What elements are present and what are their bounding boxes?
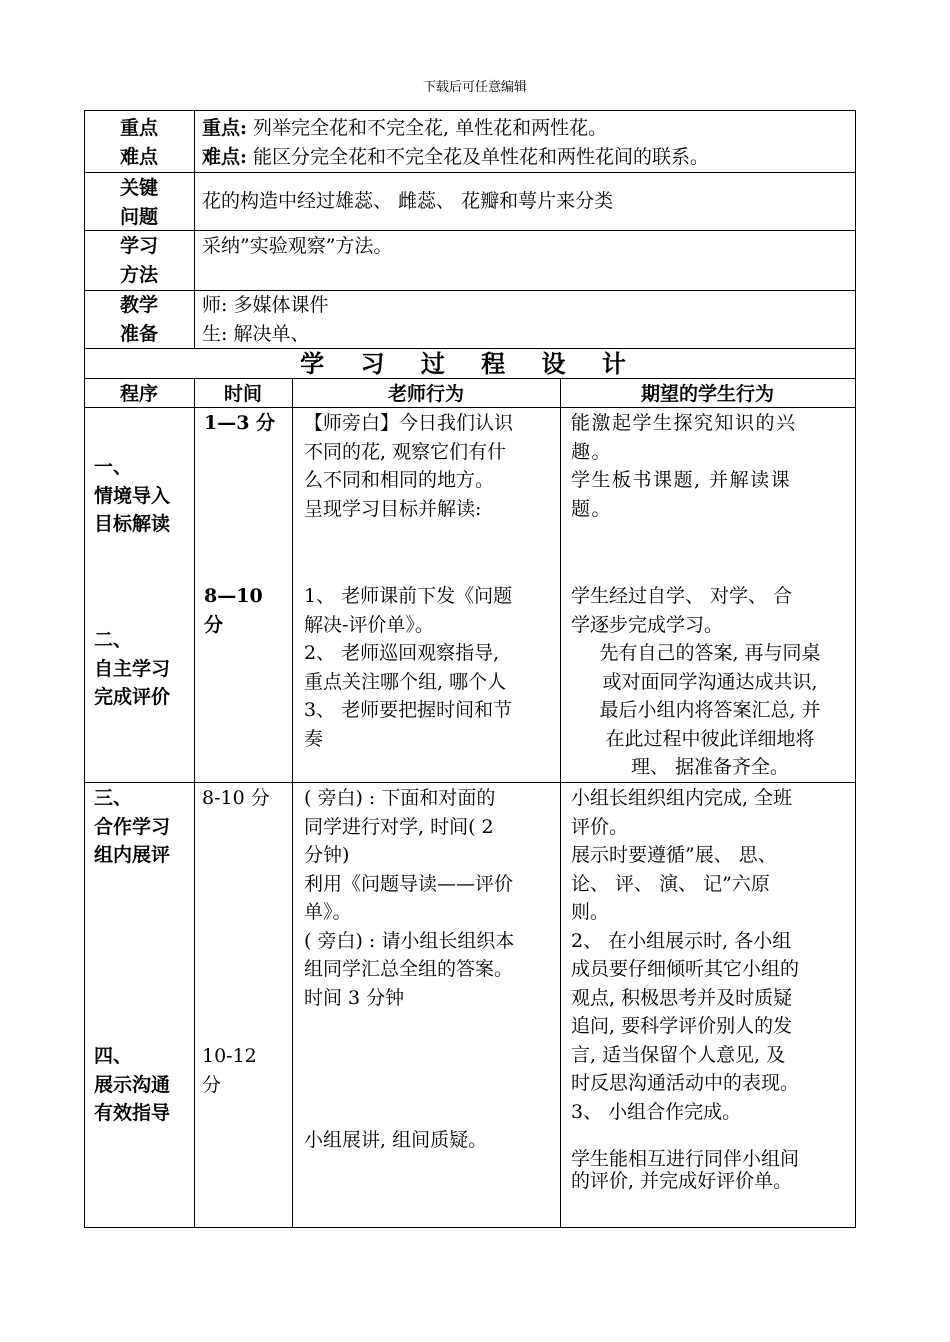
stage3-teacher: ( 旁白) : 下面和对面的 同学进行对学, 时间( 2 分钟) 利用《问题导读——评价 单》。 ( 旁白) : 请小组长组织本 组同学汇总全组的答案。 时间 3 分钟 — [304, 787, 515, 1009]
stage1-student: 能激起学生探究知识的兴 趣。 学生板书课题, 并解读课 题。 — [571, 412, 797, 520]
col-header-student: 期望的学生行为 — [640, 383, 774, 405]
stage2-teacher: 1、 老师课前下发《问题 解决-评价单》。 2、 老师巡回观察指导, 重点关注哪个组, 哪个人 3、 老师要把握时间和节 奏 — [304, 585, 513, 750]
key-points-content: 重点: 列举完全花和不完全花, 单性花和两性花。 难点: 能区分完全花和不完全花及单性花和两性花间的联系。 — [202, 117, 710, 168]
stage2-name: 二、 自主学习 完成评价 — [94, 629, 171, 708]
method-content: 采纳”实验观察”方法。 — [202, 235, 393, 257]
prep-content: 师: 多媒体课件 生: 解决单、 — [202, 294, 329, 345]
key-question-label: 关键 问题 — [119, 177, 158, 228]
col-header-program: 程序 — [119, 383, 158, 405]
stage4-name: 四、 展示沟通 有效指导 — [94, 1045, 171, 1124]
page-header: 下载后可任意编辑 — [422, 80, 527, 95]
stage1-teacher: 【师旁白】今日我们认识 不同的花, 观察它们有什 么不同和相同的地方。 呈现学习目标并解读: — [304, 412, 514, 520]
stage3-student: 小组长组织组内完成, 全班 评价。 展示时要遵循”展、 思、 论、 评、 演、 记”六原 则。 2、 在小组展示时, 各小组 成员要仔细倾听其它小组的 观点, 积极思考并及时质疑 追问, 要科学评价别人的发 言, 适当保留个人意见, 及 时反思沟通活动中的表现。 3、 小组合作完成。 — [571, 787, 800, 1123]
method-label: 学习 方法 — [119, 235, 158, 286]
stage3-time: 8-10 分 — [202, 787, 270, 809]
col-header-time: 时间 — [223, 383, 262, 405]
stage1-time: 1—3 分 — [204, 412, 276, 434]
stage4-teacher: 小组展讲, 组间质疑。 — [304, 1129, 488, 1151]
stage4-time: 10-12 分 — [202, 1045, 257, 1096]
stage4-student: 学生能相互进行同伴小组间 的评价, 并完成好评价单。 — [571, 1148, 800, 1192]
key-points-label: 重点 难点 — [119, 117, 158, 168]
stage2-time: 8—10 分 — [204, 585, 263, 636]
lesson-plan-table — [84, 110, 856, 1228]
key-question-content: 花的构造中经过雄蕊、 雌蕊、 花瓣和萼片来分类 — [202, 190, 614, 212]
col-header-teacher: 老师行为 — [387, 383, 464, 405]
stage1-name: 一、 情境导入 目标解读 — [94, 456, 171, 535]
process-title: 学 习 过 程 设 计 — [300, 349, 640, 378]
stage2-student: 学生经过自学、 对学、 合 学逐步完成学习。 先有自己的答案, 再与同桌 或对面同学沟通达成共识, 最后小组内将答案汇总, 并 在此过程中彼此详细地将 理、 据准备齐全。 — [571, 585, 821, 778]
prep-label: 教学 准备 — [119, 294, 158, 345]
stage3-name: 三、 合作学习 组内展评 — [94, 787, 171, 866]
